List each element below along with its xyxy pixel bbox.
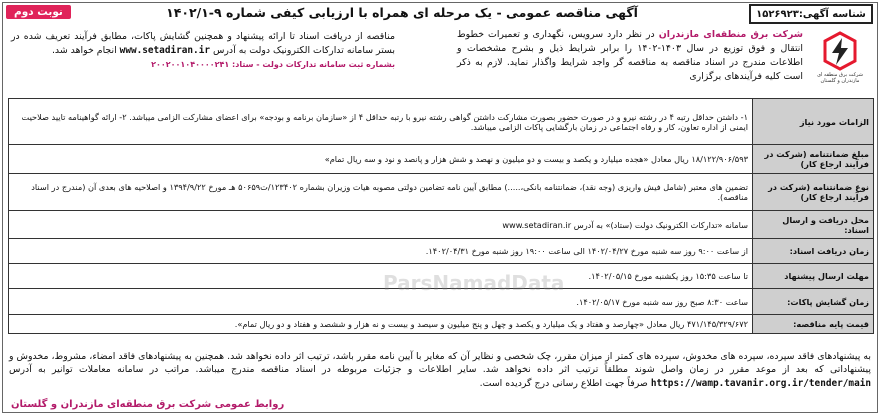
row-label: محل دریافت و ارسال اسناد: bbox=[753, 211, 874, 239]
watermark: ParsNamadData bbox=[383, 271, 565, 295]
table-row bbox=[9, 315, 874, 334]
row-label: نوع ضمانتنامه (شرکت در فرآیند ارجاع کار) bbox=[753, 174, 874, 211]
row-label: الزامات مورد نیاز bbox=[753, 99, 874, 145]
row-label: مبلغ ضمانتنامه (شرکت در فرآیند ارجاع کار) bbox=[753, 145, 874, 174]
intro-right bbox=[457, 28, 803, 84]
row-label: زمان دریافت اسناد: bbox=[753, 239, 874, 264]
tavanir-link[interactable]: https://wamp.tavanir.org.ir/tender/main bbox=[650, 377, 871, 389]
row-label: قیمت پایه مناقصه: bbox=[753, 315, 874, 334]
table-row bbox=[9, 211, 874, 239]
row-value: ساعت ۸:۳۰ صبح روز سه شنبه مورخ ۱۴۰۲/۰۵/۱۷. bbox=[9, 289, 753, 315]
tender-advertisement bbox=[2, 2, 878, 413]
row-label: مهلت ارسال پیشنهاد bbox=[753, 264, 874, 289]
row-label: زمان گشایش پاکات: bbox=[753, 289, 874, 315]
footer-text bbox=[9, 350, 871, 390]
lightning-logo-icon bbox=[817, 31, 863, 71]
setad-link[interactable]: www.setadiran.ir bbox=[119, 45, 210, 56]
tender-spec-table bbox=[8, 98, 874, 334]
logo-caption: شرکت برق منطقه ای مازندران و گلستان bbox=[817, 72, 863, 84]
row-value: سامانه «تدارکات الکترونیک دولت (ستاد)» به آدرس www.setadiran.ir bbox=[9, 211, 753, 239]
footer-text-main: به پیشنهادهای فاقد سپرده، سپرده های مخدوش، سپرده های کمتر از میزان مقرر، چک شخصی و نظایر آن که مغایر با آیین نامه مقرر باشد، ترتیب اثر داده نخواهد شد. همچنین به پیشنهادهای فاقد امضاء، مشروط، مخدوش و پیشنهاداتی که بعد از موعد مقرر در زمان واصل شوند مطلقاً ترتیب اثر داده نخواهد شد. سایر اطلاعات و جزئیات مربوطه در اسناد مناقصه مندرج میباشد. مراتب در سامانه معاملات توانیر به آدرس bbox=[9, 351, 871, 376]
row-value: ۴۷۱/۱۴۵/۳۲۹/۶۷۲ ریال معادل «چهارصد و هفتاد و یک میلیارد و یکصد و چهل و پنج میلیون و سیصد و بیست و نه هزار و ششصد و هفتاد و دو ریال تمام». bbox=[9, 315, 753, 334]
setad-registration: بشماره ثبت سامانه تدارکات دولت - ستاد: ۲۰۰۲۰۰۱۰۴۰۰۰۰۲۴۱ bbox=[151, 60, 395, 69]
intro-left bbox=[11, 30, 395, 72]
row-value: تا ساعت ۱۵:۳۵ روز یکشنبه مورخ ۱۴۰۲/۰۵/۱۵. bbox=[9, 264, 753, 289]
intro-left-text: مناقصه از دریافت اسناد تا ارائه پیشنهاد و همچنین گشایش پاکات، مطابق فرآیند تعریف شده در بستر سامانه تدارکات الکترونیک دولت به آدرس bbox=[11, 31, 395, 56]
row-value: ۱۸/۱۲۲/۹۰۶/۵۹۳ ریال معادل «هجده میلیارد و یکصد و بیست و دو میلیون و نهصد و شش هزار و پانصد و نود و سه ریال تمام» bbox=[9, 145, 753, 174]
footer-text-end: صرفاً جهت اطلاع رسانی درج گردیده است. bbox=[479, 377, 651, 389]
public-relations-signature: روابط عمومی شرکت برق منطقه‌ای مازندران و گلستان bbox=[11, 399, 285, 410]
table-row bbox=[9, 145, 874, 174]
table-row bbox=[9, 99, 874, 145]
table-row bbox=[9, 174, 874, 211]
ad-title: آگهی مناقصه عمومی - یک مرحله ای همراه با ارزیابی کیفی شماره ۹-۱۴۰۲/۱ bbox=[166, 5, 638, 20]
ad-number: شناسه آگهی:۱۵۲۶۹۲۳ bbox=[749, 4, 873, 24]
company-name: شرکت برق منطقه‌ای مازندران bbox=[658, 29, 803, 40]
row-value: ۱- داشتن حداقل رتبه ۴ در رشته نیرو و در صورت حضور بصورت مشارکت داشتن گواهی رشته نیرو با رتبه حداقل ۴ از «سازمان برنامه و بودجه» برای اعضای مشارکت الزامی میباشد. ۲- ارائه گواهینامه تایید صلاحیت ایمنی از اداره تعاون، کار و رفاه اجتماعی در زمان بارگشایی پاکات الزامی میباشد. bbox=[9, 99, 753, 145]
table-row bbox=[9, 239, 874, 264]
row-value: تضمین های معتبر (شامل فیش واریزی (وجه نقد)، ضمانتنامه بانکی،.....) مطابق آیین نامه تضامین دولتی مصوبه هیات وزیران بشماره ۱۲۳۴۰۲/ت۵۰۶۵۹ هـ مورخ ۱۳۹۴/۹/۲۲ و اصلاحیه های بعدی آن (مندرج در اسناد مناقصه). bbox=[9, 174, 753, 211]
intro-left-text-end: انجام خواهد شد. bbox=[51, 45, 120, 56]
row-value: از ساعت ۹:۰۰ روز سه شنبه مورخ ۱۴۰۲/۰۴/۲۷ الی ساعت ۱۹:۰۰ روز شنبه مورخ ۱۴۰۲/۰۴/۳۱. bbox=[9, 239, 753, 264]
round-badge: نوبت دوم bbox=[6, 5, 71, 19]
table-row bbox=[9, 264, 874, 289]
table-row bbox=[9, 289, 874, 315]
company-logo bbox=[809, 31, 871, 84]
header-bar bbox=[3, 3, 877, 25]
intro-right-text: در نظر دارد سرویس، نگهداری و تعمیرات خطوط انتقال و فوق توزیع در سال ۱۴۰۳-۱۴۰۲ را برابر شرایط ذیل و بشرح مشخصات و اطلاعات مندرج در اسناد مناقصه به مناقصه گر واجد شرایط واگذار نماید. لازم به ذکر است کلیه فرآیندهای برگزاری bbox=[457, 29, 804, 82]
